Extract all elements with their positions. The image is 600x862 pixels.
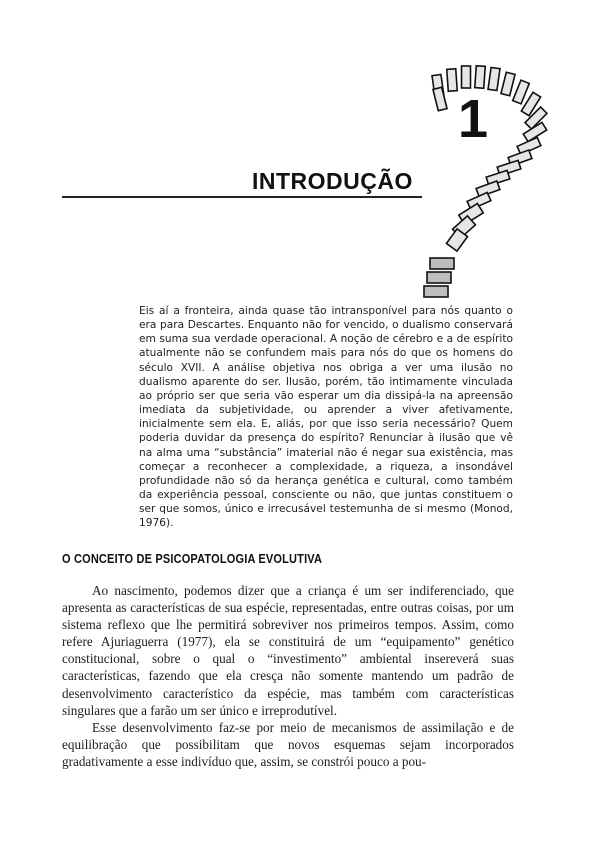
domino-piece	[488, 67, 500, 90]
section-heading: O CONCEITO DE PSICOPATOLOGIA EVOLUTIVA	[62, 552, 323, 566]
domino-piece	[433, 87, 447, 111]
domino-piece	[462, 66, 471, 88]
domino-stack-piece	[424, 286, 448, 297]
chapter-number: 1	[458, 89, 489, 149]
body-paragraph: Esse desenvolvimento faz-se por meio de mecanismos de assimilação e de equilibração que possibilitam que novos esquemas sejam incorporados gradativamente a esse indivíduo que, assim, se constrói pouco a pou-	[62, 719, 514, 769]
title-underline	[62, 196, 422, 198]
domino-piece	[475, 66, 486, 89]
chapter-title: INTRODUÇÃO	[252, 168, 413, 194]
domino-stack-piece	[427, 272, 451, 283]
body-paragraph: Ao nascimento, podemos dizer que a criança é um ser indiferenciado, que apresenta as características de sua espécie, representadas, entre outras coisas, por um sistema reflexo que lhe permitirá sobreviver nos primeiros tempos. Assim, como refere Ajuriaguerra (1977), ela se constituirá de um “equipamento” genético constitucional, sobre o qual o “investimento” ambiental insereverá suas características, fazendo que ela cresça não somente mantendo um padrão de desenvolvimento característico da espécie, mas também com características singulares que a farão um ser único e irreprodutível.	[62, 583, 514, 718]
body-text	[62, 582, 514, 770]
domino-piece	[513, 80, 530, 104]
epigraph-quote: Eis aí a fronteira, ainda quase tão intransponível para nós quanto o era para Descartes. Enquanto não for vencido, o dualismo conservará em suma sua verdade operacional. A noção de cérebro e a de espírito atualmente não se confundem mais para nós do que os homens do século XVII. A análise objetiva nos obriga a ver uma ilusão no dualismo aparente do ser. Ilusão, porém, tão intimamente vinculada ao próprio ser que seria vão esperar um dia dissipá-la na apreensão imediata da subjetividade, ou aprender a viver afetivamente, inicialmente sem ela. E, aliás, por que isso seria necessário? Quem poderia duvidar da presença do espírito? Renunciar à ilusão que vê na alma uma “substância” imaterial não é negar sua existência, mas começar a reconhecer a complexidade, a riqueza, a insondável profundidade não só da herança genética e cultural, como também da experiência pessoal, consciente ou não, que juntas constituem o ser que somos, único e irrecusável testemunha de si mesmo (Monod, 1976).	[139, 305, 513, 530]
domino-stack-piece	[430, 258, 454, 269]
domino-piece	[501, 72, 515, 96]
domino-piece	[447, 69, 458, 92]
